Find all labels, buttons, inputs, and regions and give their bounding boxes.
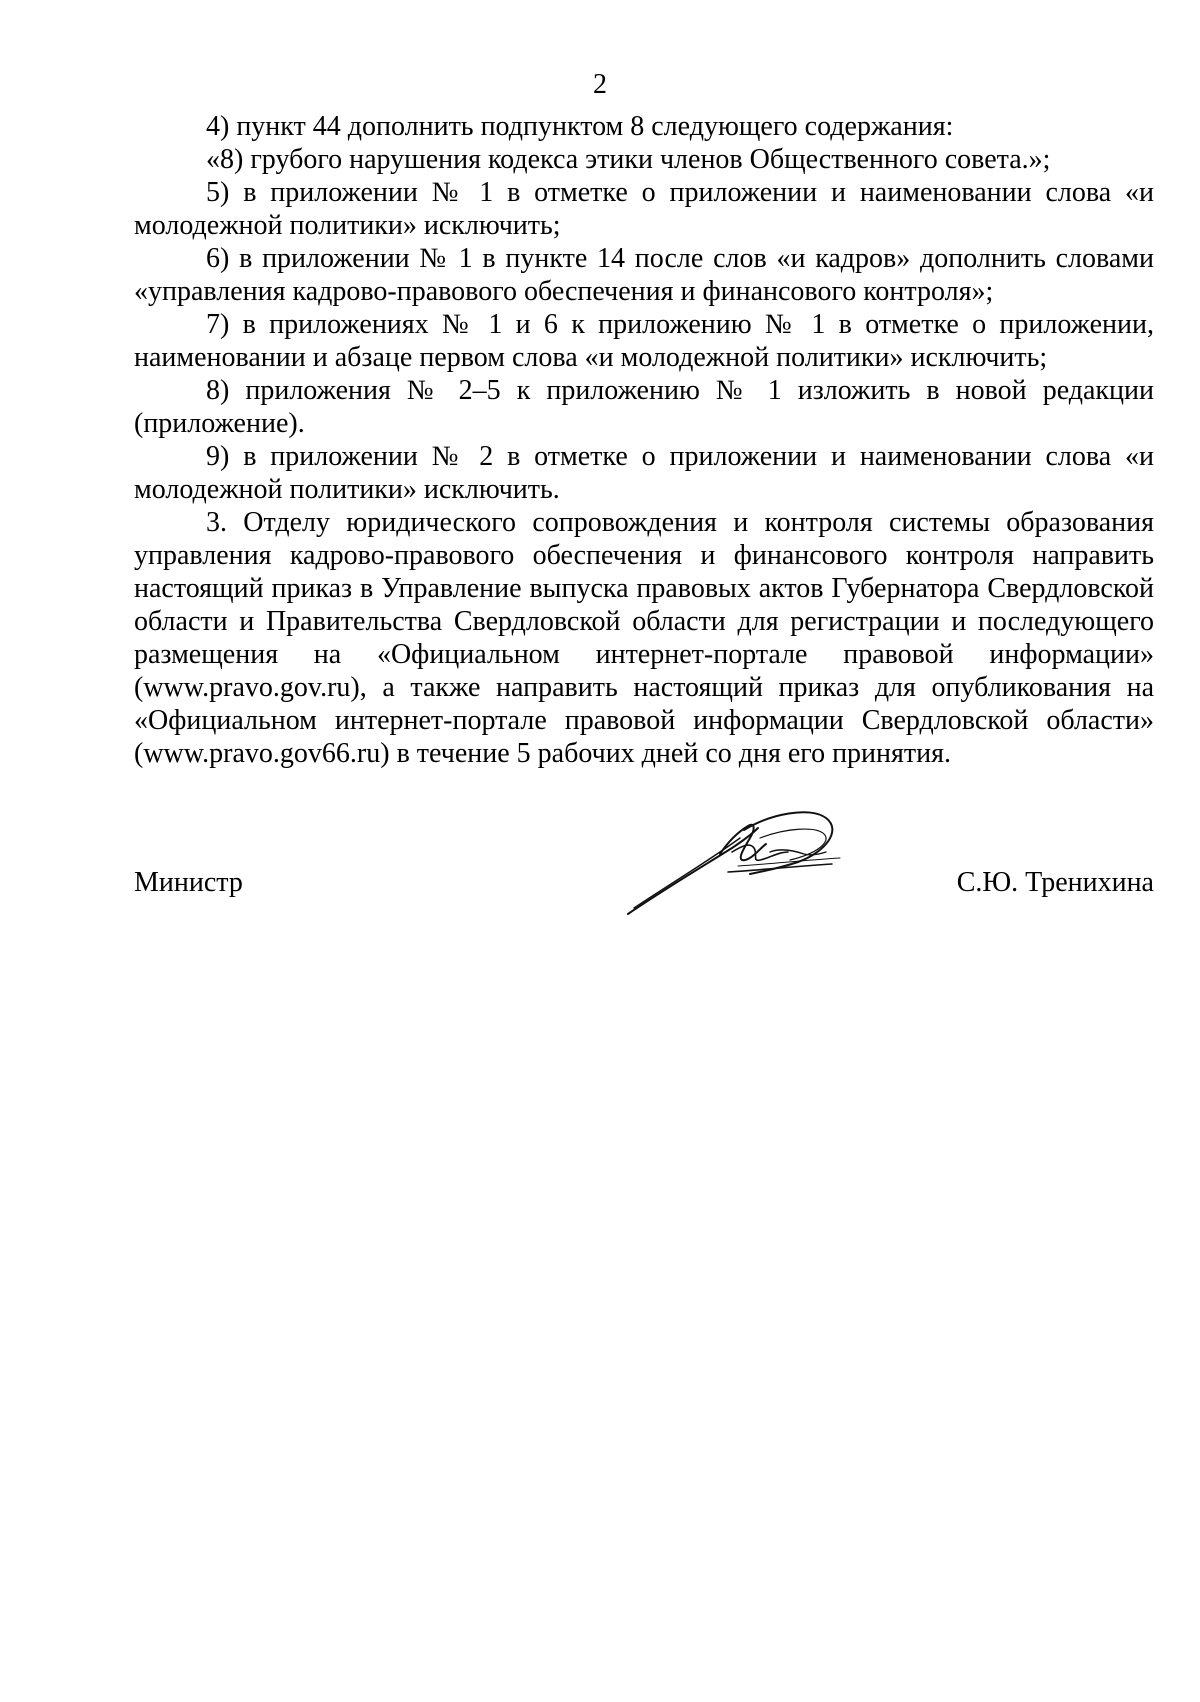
signatory-title: Министр <box>134 867 243 898</box>
paragraph: 7) в приложениях № 1 и 6 к приложению № 1 в отметке о приложении, наименовании и абзаце первом слова «и молодежной политики» исключить; <box>134 309 1154 373</box>
paragraph: 9) в приложении № 2 в отметке о приложении и наименовании слова «и молодежной политики» исключить. <box>134 441 1154 505</box>
paragraph: 5) в приложении № 1 в отметке о приложении и наименовании слова «и молодежной политики» исключить; <box>134 177 1154 241</box>
paragraph: 4) пункт 44 дополнить подпунктом 8 следующего содержания: <box>206 111 954 142</box>
paragraph: 8) приложения № 2–5 к приложению № 1 изложить в новой редакции (приложение). <box>134 375 1154 439</box>
handwritten-signature-icon <box>620 808 860 918</box>
signatory-name: С.Ю. Тренихина <box>956 867 1154 898</box>
paragraph: «8) грубого нарушения кодекса этики членов Общественного совета.»; <box>206 144 1051 175</box>
page-number: 2 <box>593 69 607 100</box>
document-body <box>134 110 1154 770</box>
paragraph: 3. Отделу юридического сопровождения и контроля системы образования управления кадрово-правового обеспечения и финансового контроля направить настоящий приказ в Управление выпуска правовых актов Губернатора Свердловской области и Правительства Свердловской области для регистрации и последующего размещения на «Официальном интернет-портале правовой информации» (www.pravo.gov.ru), а также направить настоящий приказ для опубликования на «Официальном интернет-портале правовой информации Свердловской области» (www.pravo.gov66.ru) в течение 5 рабочих дней со дня его принятия. <box>134 507 1154 769</box>
paragraph: 6) в приложении № 1 в пункте 14 после слов «и кадров» дополнить словами «управления кадрово-правового обеспечения и финансового контроля»; <box>134 243 1154 307</box>
